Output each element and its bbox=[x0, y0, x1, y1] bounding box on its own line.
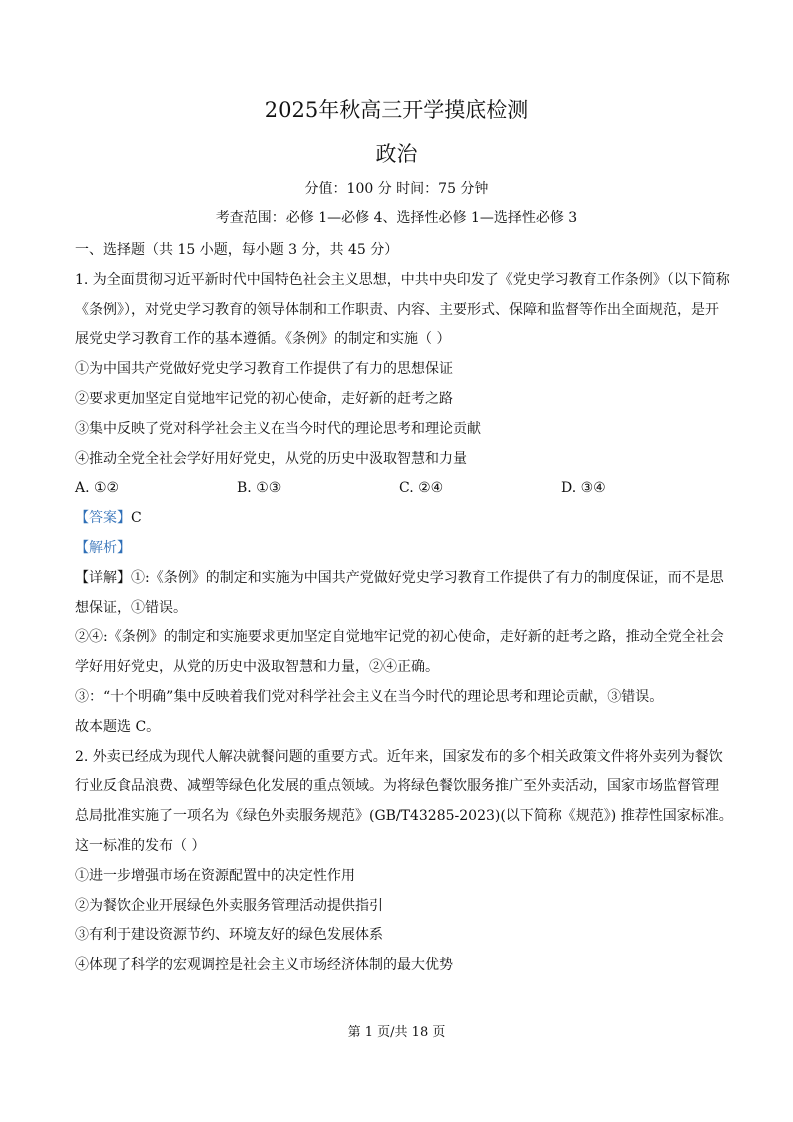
q1-analysis bbox=[75, 534, 723, 564]
analysis-label: 【解析】 bbox=[75, 539, 131, 556]
q2-stem-line-2: 行业反食品浪费、减塑等绿色化发展的重点领域。为将绿色餐饮服务推广至外卖活动，国家市场监督管理 bbox=[75, 778, 719, 795]
q1-option-2: ②要求更加坚定自觉地牢记党的初心使命，走好新的赶考之路 bbox=[75, 390, 453, 407]
exam-content bbox=[75, 236, 733, 981]
q2-option-2: ②为餐饮企业开展绿色外卖服务管理活动提供指引 bbox=[75, 897, 383, 914]
subject-title: 政治 bbox=[375, 142, 418, 166]
detail-label: 【详解】 bbox=[75, 569, 131, 586]
q1-choices bbox=[75, 474, 723, 504]
q2-option-3: ③有利于建设资源节约、环境友好的绿色发展体系 bbox=[75, 927, 383, 944]
page-footer: 第 1 页/共 18 页 bbox=[347, 1025, 446, 1040]
q1-option-1: ①为中国共产党做好党史学习教育工作提供了有力的思想保证 bbox=[75, 361, 453, 378]
score-time-info: 分值：100 分 时间：75 分钟 bbox=[304, 181, 489, 197]
q1-stem-line-1: 1. 为全面贯彻习近平新时代中国特色社会主义思想，中共中央印发了《党史学习教育工作条例》（以下简称 bbox=[75, 271, 730, 288]
q2-option-4: ④体现了科学的宏观调控是社会主义市场经济体制的最大优势 bbox=[75, 957, 453, 974]
q2-option-1: ①进一步增强市场在资源配置中的决定性作用 bbox=[75, 867, 355, 884]
q2-stem-line-3: 总局批准实施了一项名为《绿色外卖服务规范》(GB/T43285-2023)(以下简称《规范》) 推荐性国家标准。 bbox=[75, 808, 733, 825]
q1-choice-d: D. ③④ bbox=[561, 480, 606, 497]
q1-detail-line-4: 学好用好党史，从党的历史中汲取智慧和力量，②④正确。 bbox=[75, 659, 439, 676]
detail-text-1a: ①:《条例》的制定和实施为中国共产党做好党史学习教育工作提供了有力的制度保证，而不是思 bbox=[131, 569, 724, 586]
q1-choice-b: B. ①③ bbox=[237, 480, 282, 497]
q1-answer bbox=[75, 504, 723, 534]
q2-stem-line-4: 这一标准的发布（ ） bbox=[75, 837, 206, 854]
q2-stem-line-1: 2. 外卖已经成为现代人解决就餐问题的重要方式。近年来，国家发布的多个相关政策文件将外卖列为餐饮 bbox=[75, 748, 723, 765]
q1-conclusion: 故本题选 C。 bbox=[75, 718, 161, 735]
q1-option-3: ③集中反映了党对科学社会主义在当今时代的理论思考和理论贡献 bbox=[75, 420, 481, 437]
exam-title: 2025年秋高三开学摸底检测 bbox=[264, 98, 529, 122]
q1-detail-line-2: 想保证，①错误。 bbox=[75, 599, 187, 616]
answer-label: 【答案】 bbox=[75, 510, 131, 527]
q1-option-4: ④推动全党全社会学好用好党史，从党的历史中汲取智慧和力量 bbox=[75, 450, 467, 467]
q1-stem-line-2: 《条例》），对党史学习教育的领导体制和工作职责、内容、主要形式、保障和监督等作出全面规范，是开 bbox=[75, 301, 719, 318]
q1-choice-c: C. ②④ bbox=[399, 480, 444, 497]
q1-choice-a: A. ①② bbox=[75, 480, 120, 497]
answer-value: C bbox=[131, 510, 142, 527]
section-heading: 一、选择题（共 15 小题，每小题 3 分，共 45 分） bbox=[75, 242, 399, 258]
q1-detail-line-5: ③：“十个明确”集中反映着我们党对科学社会主义在当今时代的理论思考和理论贡献，③错误。 bbox=[75, 688, 664, 705]
q1-detail-line-3: ②④:《条例》的制定和实施要求更加坚定自觉地牢记党的初心使命，走好新的赶考之路，推动全党全社会 bbox=[75, 629, 724, 646]
exam-scope: 考查范围：必修 1—必修 4、选择性必修 1—选择性必修 3 bbox=[215, 210, 578, 226]
q1-stem-line-3: 展党史学习教育工作的基本遵循。《条例》的制定和实施（ ） bbox=[75, 331, 451, 348]
q1-detail-line-1 bbox=[75, 564, 723, 594]
